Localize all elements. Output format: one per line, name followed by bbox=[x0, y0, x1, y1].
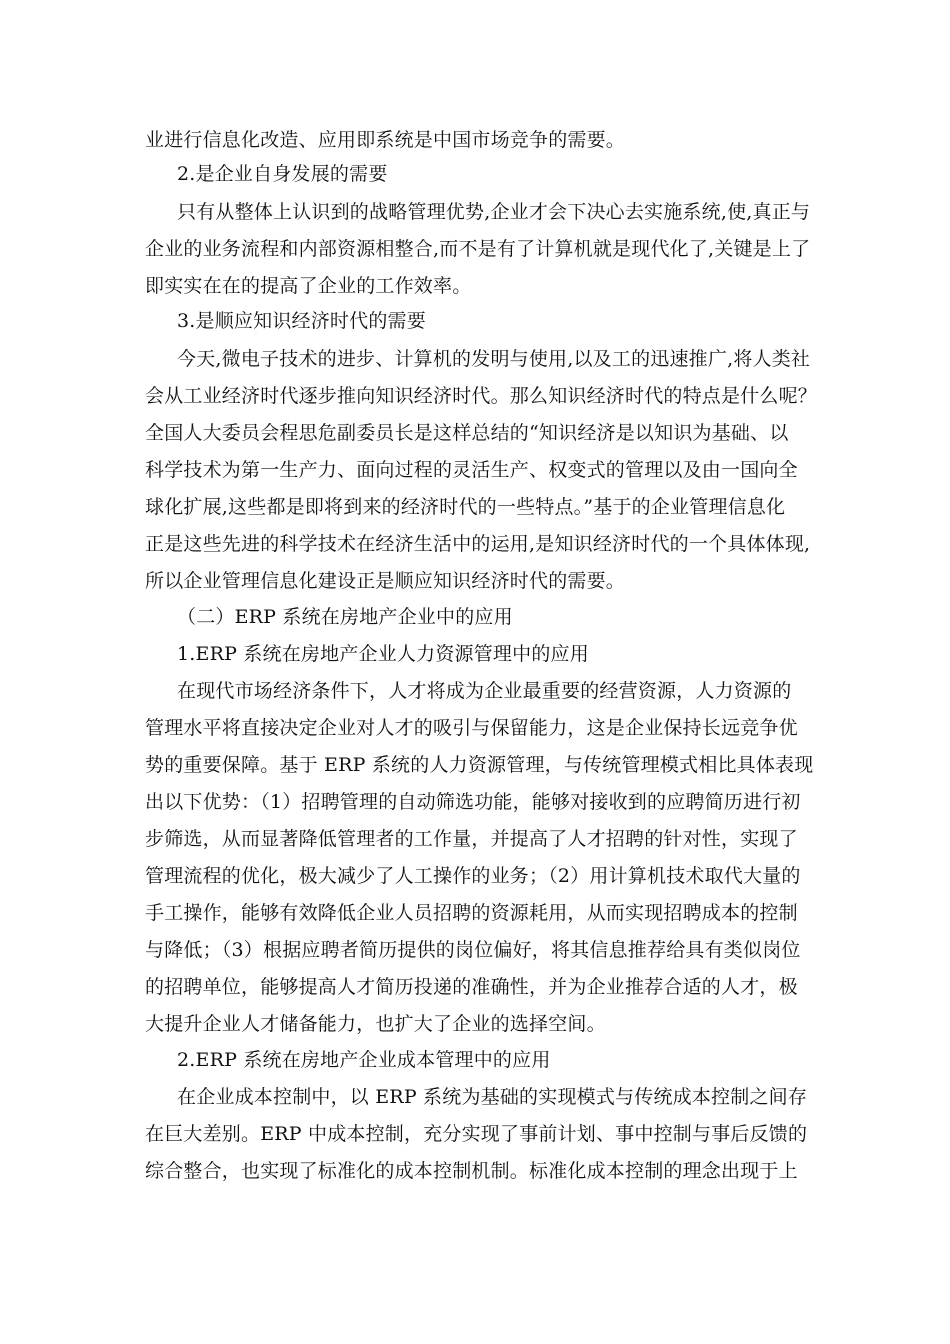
section-heading: 2.是企业自身发展的需要 bbox=[177, 163, 388, 185]
section-heading: （二）ERP 系统在房地产企业中的应用 bbox=[177, 606, 513, 628]
text-line: 球化扩展,这些都是即将到来的经济时代的一些特点。”基于的企业管理信息化 bbox=[145, 496, 786, 518]
text-line: 今天,微电子技术的进步、计算机的发明与使用,以及工的迅速推广,将人类社 bbox=[177, 348, 811, 370]
text-line: 的招聘单位，能够提高人才简历投递的准确性，并为企业推荐合适的人才，极 bbox=[145, 976, 798, 998]
text-line: 正是这些先进的科学技术在经济生活中的运用,是知识经济时代的一个具体体现, bbox=[145, 533, 811, 555]
text-line: 管理水平将直接决定企业对人才的吸引与保留能力，这是企业保持长远竞争优 bbox=[145, 717, 798, 739]
text-line: 在现代市场经济条件下，人才将成为企业最重要的经营资源，人力资源的 bbox=[177, 680, 792, 702]
text-line: 在巨大差别。ERP 中成本控制，充分实现了事前计划、事中控制与事后反馈的 bbox=[145, 1123, 808, 1145]
text-line: 全国人大委员会程思危副委员长是这样总结的“知识经济是以知识为基础、以 bbox=[145, 422, 789, 444]
text-line: 在企业成本控制中，以 ERP 系统为基础的实现模式与传统成本控制之间存 bbox=[177, 1086, 808, 1108]
section-heading: 2.ERP 系统在房地产企业成本管理中的应用 bbox=[177, 1049, 551, 1071]
section-heading: 3.是顺应知识经济时代的需要 bbox=[177, 310, 426, 332]
text-line: 只有从整体上认识到的战略管理优势,企业才会下决心去实施系统,使,真正与 bbox=[177, 201, 811, 223]
text-line: 大提升企业人才储备能力，也扩大了企业的选择空间。 bbox=[145, 1013, 606, 1035]
section-heading: 1.ERP 系统在房地产企业人力资源管理中的应用 bbox=[177, 643, 589, 665]
text-line: 出以下优势：（1）招聘管理的自动筛选功能，能够对接收到的应聘简历进行初 bbox=[145, 791, 801, 813]
text-line: 手工操作，能够有效降低企业人员招聘的资源耗用，从而实现招聘成本的控制 bbox=[145, 902, 798, 924]
text-line: 势的重要保障。基于 ERP 系统的人力资源管理，与传统管理模式相比具体表现 bbox=[145, 754, 814, 776]
text-line: 企业的业务流程和内部资源相整合,而不是有了计算机就是现代化了,关键是上了 bbox=[145, 238, 811, 260]
text-line: 科学技术为第一生产力、面向过程的灵活生产、权变式的管理以及由一国向全 bbox=[145, 459, 798, 481]
text-line: 业进行信息化改造、应用即系统是中国市场竞争的需要。 bbox=[145, 129, 626, 151]
text-line: 管理流程的优化，极大减少了人工操作的业务；（2）用计算机技术取代大量的 bbox=[145, 865, 801, 887]
text-line: 即实实在在的提高了企业的工作效率。 bbox=[145, 275, 472, 297]
text-line: 综合整合，也实现了标准化的成本控制机制。标准化成本控制的理念出现于上 bbox=[145, 1160, 798, 1182]
text-line: 步筛选，从而显著降低管理者的工作量，并提高了人才招聘的针对性，实现了 bbox=[145, 828, 798, 850]
text-line: 所以企业管理信息化建设正是顺应知识经济时代的需要。 bbox=[145, 570, 626, 592]
text-line: 会从工业经济时代逐步推向知识经济时代。那么知识经济时代的特点是什么呢？ bbox=[145, 385, 818, 407]
text-line: 与降低；（3）根据应聘者简历提供的岗位偏好，将其信息推荐给具有类似岗位 bbox=[145, 939, 801, 961]
